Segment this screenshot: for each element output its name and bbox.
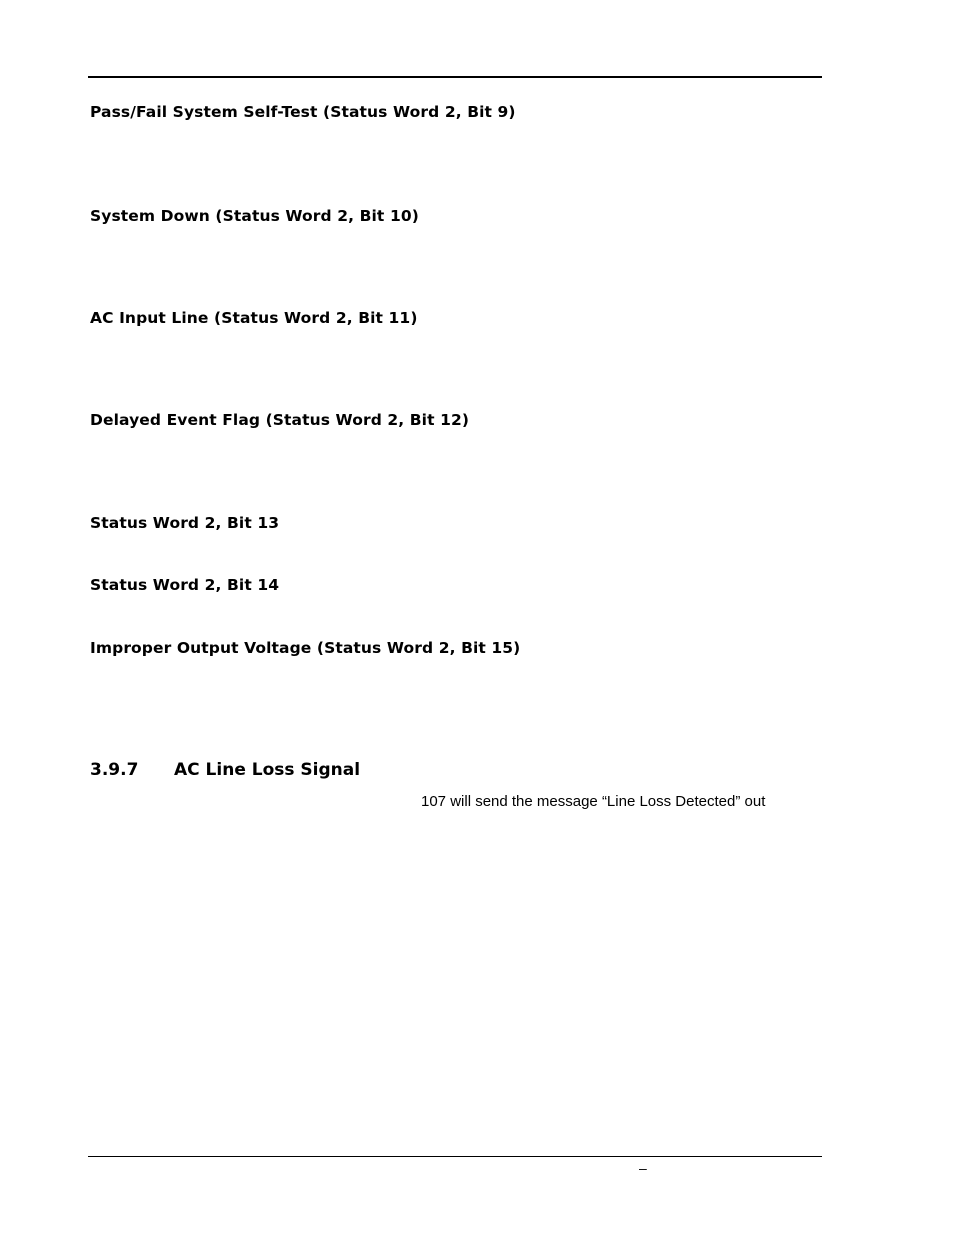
heading-status-word-bit-13: Status Word 2, Bit 13 — [90, 514, 280, 532]
section-title: AC Line Loss Signal — [174, 760, 361, 780]
footer-dash: – — [639, 1160, 647, 1176]
heading-system-down: System Down (Status Word 2, Bit 10) — [90, 207, 419, 225]
header-rule — [88, 76, 822, 78]
heading-ac-input-line: AC Input Line (Status Word 2, Bit 11) — [90, 309, 418, 327]
section-heading-ac-line-loss — [90, 760, 360, 780]
heading-status-word-bit-14: Status Word 2, Bit 14 — [90, 576, 280, 594]
section-number: 3.9.7 — [90, 760, 139, 780]
footer-rule — [88, 1156, 822, 1157]
section-body-text: 107 will send the message “Line Loss Detected” out — [421, 793, 766, 810]
heading-pass-fail-self-test: Pass/Fail System Self-Test (Status Word 2, Bit 9) — [90, 103, 516, 121]
heading-improper-output-voltage: Improper Output Voltage (Status Word 2, Bit 15) — [90, 639, 521, 657]
heading-delayed-event-flag: Delayed Event Flag (Status Word 2, Bit 12) — [90, 411, 470, 429]
